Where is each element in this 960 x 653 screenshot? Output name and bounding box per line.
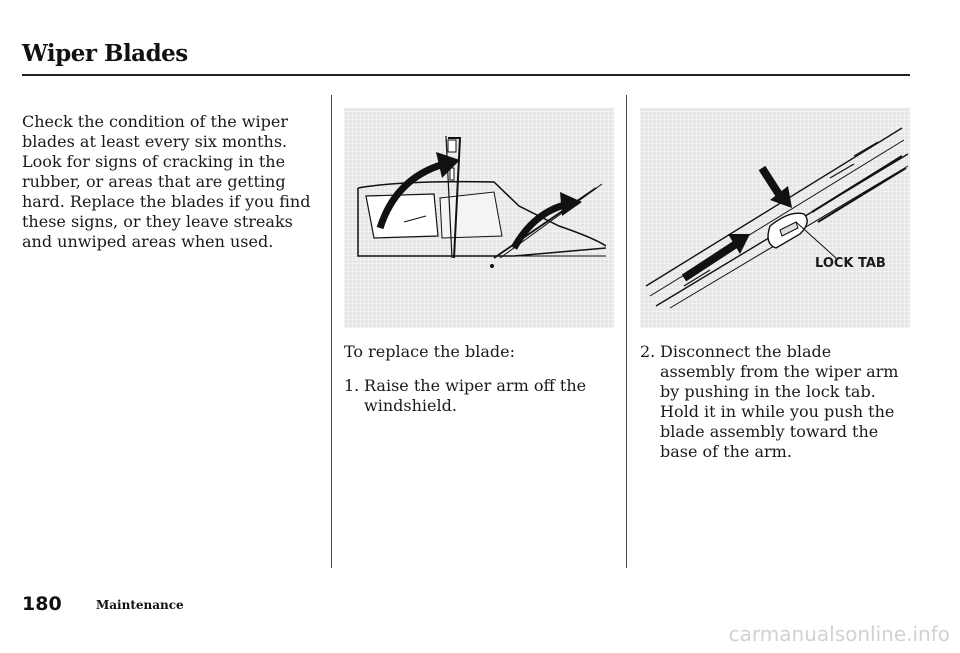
step-2 <box>640 342 910 462</box>
column-divider-left <box>331 95 332 568</box>
lock-tab-figure <box>640 108 910 328</box>
footer-section: Maintenance <box>96 598 184 612</box>
wiper-raise-figure <box>344 108 614 328</box>
watermark: carmanualsonline.info <box>728 622 950 646</box>
intro-paragraph: Check the condition of the wiper blades at least every six months. Look for signs of cracking in the rubber, or areas that are getting hard. Replace the blades if you find these signs, or they leave streaks and unwiped areas when used. <box>22 112 311 251</box>
page-title: Wiper Blades <box>22 40 188 67</box>
title-divider <box>22 74 910 76</box>
column-divider-right <box>626 95 627 568</box>
lock-tab-icon <box>640 108 910 328</box>
section-intro: To replace the blade: <box>344 342 515 361</box>
lock-tab-label: LOCK TAB <box>815 256 886 271</box>
step-number: 1. <box>344 376 360 395</box>
step-text: Disconnect the blade assembly from the wiper arm by pushing in the lock tab. Hold it in while you push the blade assembly toward the base of the arm. <box>660 342 899 461</box>
step-1 <box>344 376 614 416</box>
step-number: 2. <box>640 342 656 361</box>
wiper-raise-icon <box>344 108 614 328</box>
step-text: Raise the wiper arm off the windshield. <box>364 376 587 415</box>
page-number: 180 <box>22 593 62 615</box>
